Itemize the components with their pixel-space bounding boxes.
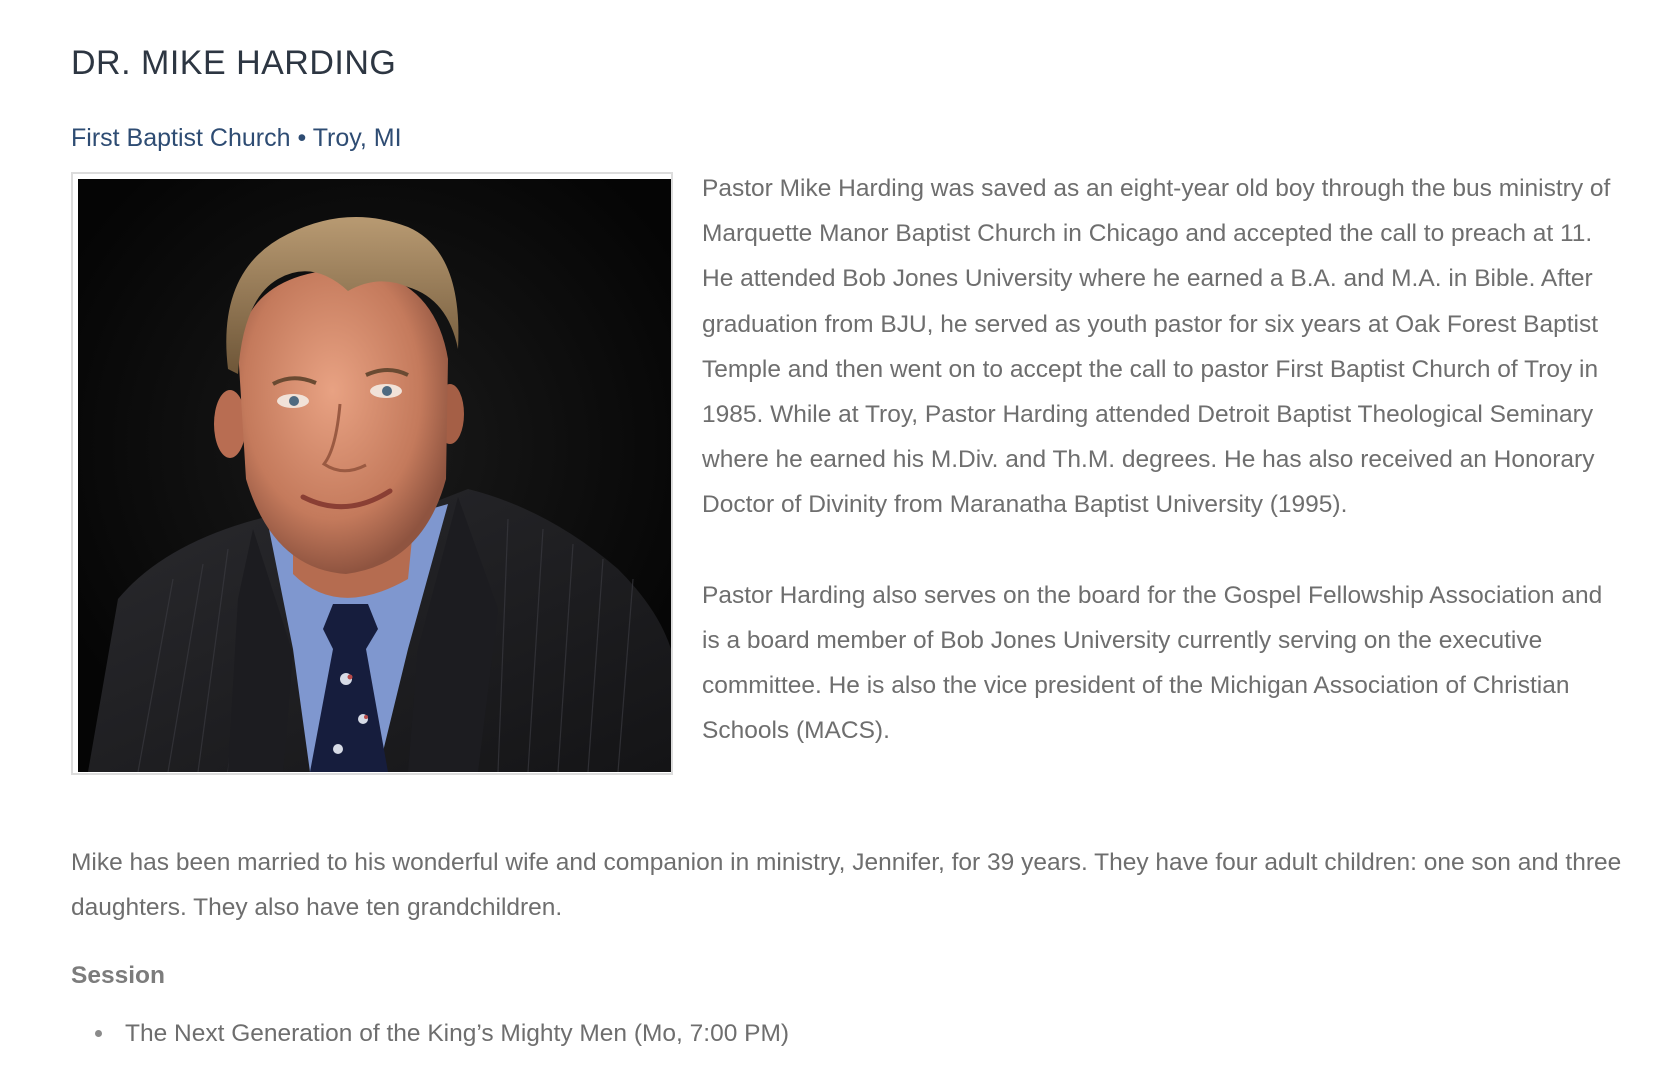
bio-paragraph-2: Pastor Harding also serves on the board for the Gospel Fellowship Association and is a board member of Bob Jones University currently serving on the executive committee. He is also the vice president of the Michigan Association of Christian Schools (MACS).: [702, 581, 1603, 745]
bio-paragraph-1: Pastor Mike Harding was saved as an eight-year old boy through the bus ministry of Marquette Manor Baptist Church in Chicago and accepted the call to preach at 11. He attended Bob Jones University where he earned a B.A. and M.A. in Bible. After graduation from BJU, he served as youth pastor for six years at Oak Forest Baptist Temple and then went on to accept the call to pastor First Baptist Church of Troy in 1985. While at Troy, Pastor Harding attended Detroit Baptist Theological Seminary where he earned his M.Div. and Th.M. degrees. He has also received an Honorary Doctor of Divinity from Maranatha Baptist University (1995).: [702, 175, 1611, 519]
session-heading: Session: [71, 962, 165, 989]
speaker-portrait-illustration: [78, 179, 671, 772]
bio-beside-photo: [702, 166, 1622, 754]
session-title: The Next Generation of the King’s Mighty Men (Mo, 7:00 PM): [125, 1020, 790, 1047]
bio-paragraph-3: Mike has been married to his wonderful wife and companion in ministry, Jennifer, for 39 years. They have four adult children: one son and three daughters. They also have ten grandchildren.: [71, 849, 1622, 922]
speaker-photo-frame: [71, 172, 673, 775]
speaker-name: DR. MIKE HARDING: [71, 44, 397, 82]
speaker-affiliation: First Baptist Church • Troy, MI: [71, 124, 402, 152]
session-list: [71, 1012, 789, 1056]
bullet-icon: [95, 1030, 102, 1037]
session-list-item: [125, 1012, 789, 1056]
speaker-photo: [78, 179, 671, 772]
